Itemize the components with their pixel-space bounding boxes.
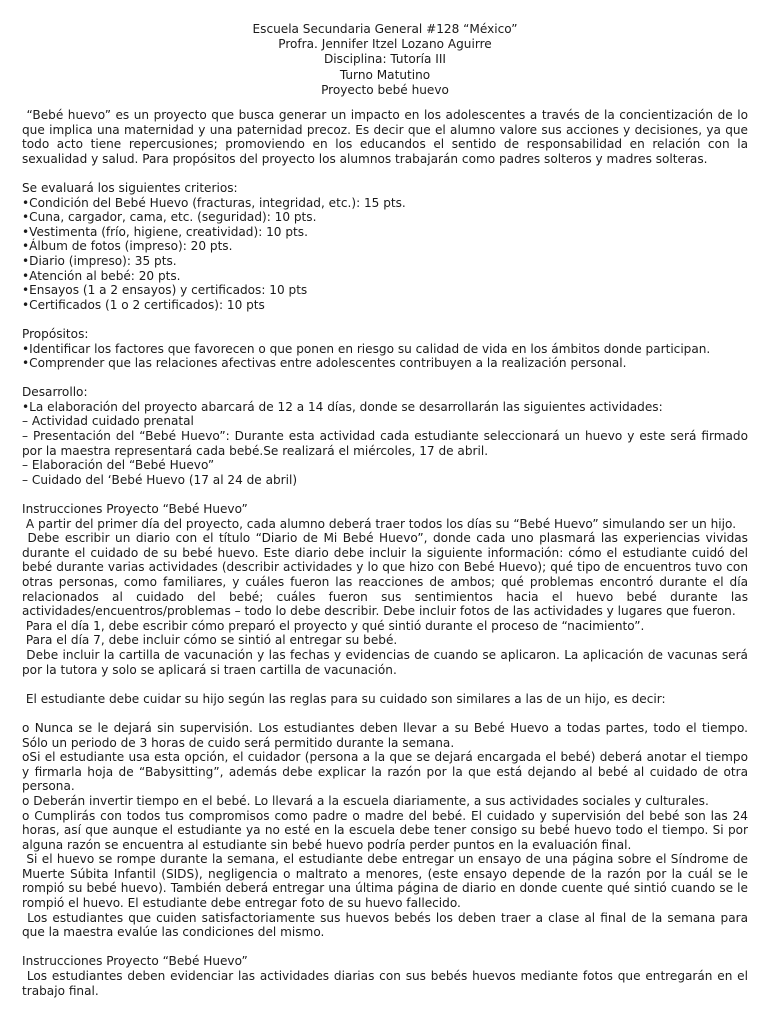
- rule-item: Los estudiantes que cuiden satisfactoriamente sus huevos bebés los deben traer a clase al final de la semana para que la maestra evalúe las condiciones del mismo.: [22, 910, 752, 940]
- development-item: •La elaboración del proyecto abarcará de 12 a 14 días, donde se desarrollarán las siguientes actividades:: [22, 399, 663, 414]
- school-name: Escuela Secundaria General #128 “México”: [252, 22, 518, 36]
- final-instructions-section: [22, 954, 752, 998]
- purpose-item: •Identificar los factores que favorecen o que ponen en riesgo su calidad de vida en los ámbitos donde participan.: [22, 341, 711, 356]
- final-instructions-title: Instrucciones Proyecto “Bebé Huevo”: [22, 954, 248, 969]
- purposes-title: Propósitos:: [22, 326, 89, 341]
- instruction-item: Para el día 7, debe incluir cómo se sintió al entregar su bebé.: [22, 633, 398, 648]
- shift-name: Turno Matutino: [339, 67, 431, 82]
- instruction-item: Debe escribir un diario con el título “Diario de Mi Bebé Huevo”, donde cada uno plasmará las experiencias vividas durante el cuidado de su bebé huevo. Este diario debe incluir la siguiente información: cómo el estudiante cuidó del bebé durante varias actividades (describir actividades y lo que hizo con Bebé Huevo); qué tipo de encuentros tuvo con otras personas, como familiares, y cuáles fueron las reacciones de ambos; qué problemas encontró durante el día relacionados al cuidado del bebé; cuáles fueron sus sentimientos hacia el huevo bebé durante las actividades/encuentros/problemas – todo lo debe describir. Debe incluir fotos de las actividades y lugares que fueron.: [22, 531, 752, 619]
- rules-section: [22, 720, 752, 940]
- project-name: Proyecto bebé huevo: [321, 82, 449, 97]
- document-header: [22, 22, 748, 98]
- purposes-section: [22, 327, 748, 371]
- development-section: [22, 385, 748, 487]
- development-item: – Cuidado del ‘Bebé Huevo (17 al 24 de abril): [22, 472, 298, 487]
- criteria-item: •Diario (impreso): 35 pts.: [22, 253, 177, 268]
- instructions-title: Instrucciones Proyecto “Bebé Huevo”: [22, 502, 248, 517]
- development-item: – Actividad cuidado prenatal: [22, 414, 194, 429]
- criteria-title: Se evaluará los siguientes criterios:: [22, 180, 238, 195]
- purpose-item: •Comprender que las relaciones afectivas entre adolescentes contribuyen a la realización personal.: [22, 356, 627, 371]
- instruction-item: Debe incluir la cartilla de vacunación y las fechas y evidencias de cuando se aplicaron. La aplicación de vacunas será por la tutora y solo se aplicará si traen cartilla de vacunación.: [22, 647, 752, 677]
- criteria-item: •Cuna, cargador, cama, etc. (seguridad): 10 pts.: [22, 210, 317, 225]
- development-title: Desarrollo:: [22, 385, 88, 400]
- criteria-item: •Atención al bebé: 20 pts.: [22, 268, 181, 283]
- criteria-section: [22, 181, 748, 312]
- rule-item: o Nunca se le dejará sin supervisión. Los estudiantes deben llevar a su Bebé Huevo a todas partes, todo el tiempo. Sólo un periodo de 3 horas de cuido será permitido durante la semana.: [22, 720, 752, 750]
- criteria-item: •Ensayos (1 a 2 ensayos) y certificados: 10 pts: [22, 283, 308, 298]
- subject-name: Disciplina: Tutoría III: [323, 52, 447, 67]
- teacher-name: Profra. Jennifer Itzel Lozano Aguirre: [278, 37, 492, 52]
- instructions-section: [22, 502, 752, 677]
- development-item: – Presentación del “Bebé Huevo”: Durante esta actividad cada estudiante seleccionará un huevo y este será firmado por la maestra representará cada bebé.Se realizará el miércoles, 17 de abril.: [22, 429, 748, 458]
- rule-item: Si el huevo se rompe durante la semana, el estudiante debe entregar un ensayo de una página sobre el Síndrome de Muerte Súbita Infantil (SIDS), negligencia o maltrato a menores, (este ensayo depende de la razón por la cuál se le rompió su bebé huevo). También deberá entregar una última página de diario en donde cuente qué sintió cuando se le rompió el huevo. El estudiante debe entregar foto de su huevo fallecido.: [22, 852, 752, 911]
- instruction-item: A partir del primer día del proyecto, cada alumno deberá traer todos los días su “Bebé Huevo” simulando ser un hijo.: [22, 516, 737, 531]
- instruction-item: Para el día 1, debe escribir cómo preparó el proyecto y qué sintió durante el proceso de “nacimiento”.: [22, 618, 645, 633]
- rule-item: oSi el estudiante usa esta opción, el cuidador (persona a la que se dejará encargada el bebé) deberá anotar el tiempo y firmarla hoja de “Babysitting”, además debe explicar la razón por la que está dejando al bebé al cuidado de otra persona.: [22, 750, 752, 794]
- criteria-item: •Álbum de fotos (impreso): 20 pts.: [22, 239, 233, 254]
- care-intro: El estudiante debe cuidar su hijo según las reglas para su cuidado son similares a las de un hijo, es decir:: [22, 691, 666, 706]
- development-item: – Elaboración del “Bebé Huevo”: [22, 458, 215, 473]
- criteria-item: •Condición del Bebé Huevo (fracturas, integridad, etc.): 15 pts.: [22, 195, 406, 210]
- final-instructions-text: Los estudiantes deben evidenciar las actividades diarias con sus bebés huevos mediante fotos que entregarán en el trabajo final.: [22, 969, 752, 998]
- intro-paragraph: “Bebé huevo” es un proyecto que busca generar un impacto en los adolescentes a través de la concientización de lo que implica una maternidad y una paternidad precoz. Es decir que el alumno valore sus acciones y decisiones, ya que todo acto tiene repercusiones; promoviendo en los educandos el sentido de responsabilidad en relación con la sexualidad y salud. Para propósitos del proyecto los alumnos trabajarán como padres solteros y madres solteras.: [22, 108, 752, 166]
- rule-item: o Deberán invertir tiempo en el bebé. Lo llevará a la escuela diariamente, a sus actividades sociales y culturales.: [22, 793, 709, 808]
- criteria-item: •Vestimenta (frío, higiene, creatividad): 10 pts.: [22, 224, 308, 239]
- criteria-item: •Certificados (1 o 2 certificados): 10 pts: [22, 297, 265, 312]
- rule-item: o Cumplirás con todos tus compromisos como padre o madre del bebé. El cuidado y supervisión del bebé son las 24 horas, así que aunque el estudiante ya no esté en la escuela debe tener consigo su bebé huevo todo el tiempo. Si por alguna razón se encuentra al estudiante sin bebé huevo podría perder puntos en la evaluación final.: [22, 808, 752, 852]
